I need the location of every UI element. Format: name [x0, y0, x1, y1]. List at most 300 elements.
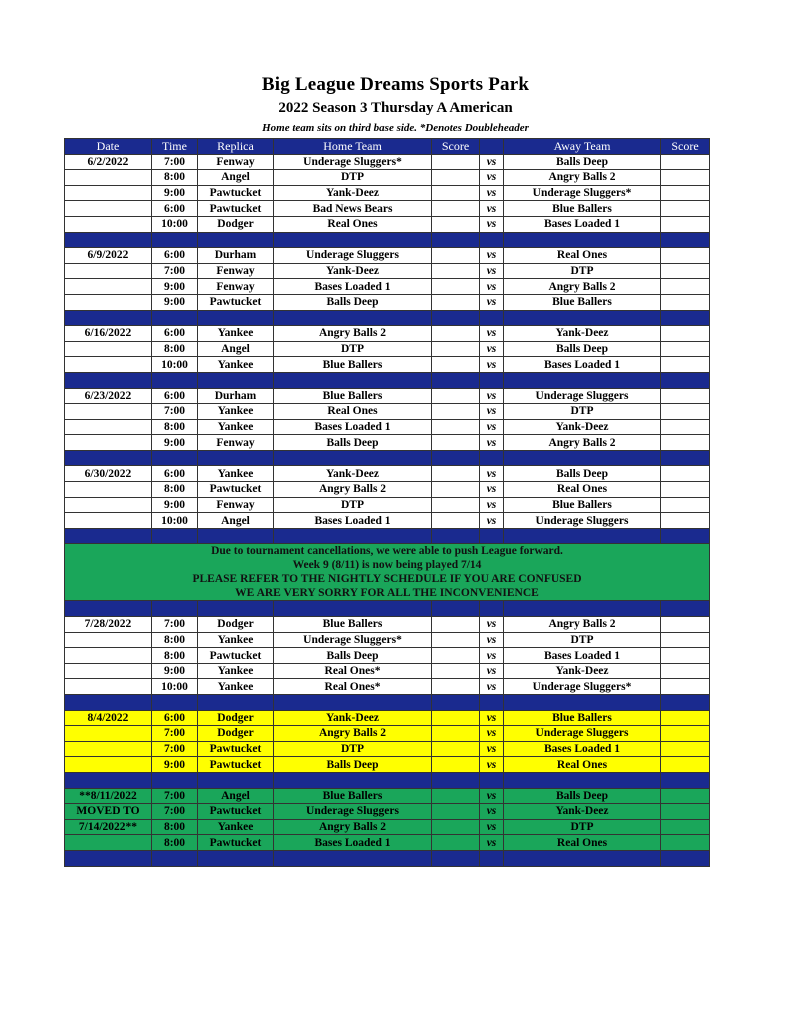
home-score-cell — [432, 617, 480, 633]
separator-cell — [65, 601, 152, 617]
game-row — [65, 154, 710, 170]
vs-cell: vs — [480, 185, 504, 201]
separator-row — [65, 528, 710, 544]
away-score-cell — [661, 663, 710, 679]
time-cell: 8:00 — [152, 835, 198, 851]
home-team-cell: Blue Ballers — [274, 788, 432, 804]
separator-cell — [432, 372, 480, 388]
game-row — [65, 835, 710, 851]
time-cell: 9:00 — [152, 497, 198, 513]
away-team-cell: Bases Loaded 1 — [504, 216, 661, 232]
vs-cell: vs — [480, 170, 504, 186]
game-row — [65, 185, 710, 201]
vs-cell: vs — [480, 679, 504, 695]
date-cell — [65, 341, 152, 357]
away-score-cell — [661, 726, 710, 742]
separator-row — [65, 850, 710, 866]
date-cell: 6/23/2022 — [65, 388, 152, 404]
game-row — [65, 279, 710, 295]
date-cell — [65, 201, 152, 217]
away-team-cell: Underage Sluggers — [504, 513, 661, 529]
replica-field-cell: Yankee — [198, 326, 274, 342]
separator-cell — [274, 695, 432, 711]
game-row — [65, 419, 710, 435]
game-row — [65, 388, 710, 404]
separator-cell — [661, 232, 710, 248]
away-score-cell — [661, 154, 710, 170]
date-cell — [65, 482, 152, 498]
time-cell: 9:00 — [152, 279, 198, 295]
game-row — [65, 757, 710, 773]
col-header-time: Time — [152, 139, 198, 155]
separator-row — [65, 310, 710, 326]
date-cell: 8/4/2022 — [65, 710, 152, 726]
away-score-cell — [661, 804, 710, 820]
away-score-cell — [661, 617, 710, 633]
away-score-cell — [661, 248, 710, 264]
replica-field-cell: Pawtucket — [198, 741, 274, 757]
home-team-cell: Bases Loaded 1 — [274, 419, 432, 435]
home-score-cell — [432, 710, 480, 726]
vs-cell: vs — [480, 663, 504, 679]
home-score-cell — [432, 185, 480, 201]
home-score-cell — [432, 757, 480, 773]
home-score-cell — [432, 248, 480, 264]
away-team-cell: Angry Balls 2 — [504, 617, 661, 633]
game-row — [65, 710, 710, 726]
vs-cell: vs — [480, 201, 504, 217]
away-score-cell — [661, 357, 710, 373]
separator-cell — [661, 850, 710, 866]
separator-cell — [504, 772, 661, 788]
game-row — [65, 804, 710, 820]
col-header-home-score: Score — [432, 139, 480, 155]
home-team-cell: Angry Balls 2 — [274, 326, 432, 342]
date-cell — [65, 419, 152, 435]
time-cell: 6:00 — [152, 466, 198, 482]
separator-cell — [274, 310, 432, 326]
time-cell: 7:00 — [152, 263, 198, 279]
home-team-cell: Yank-Deez — [274, 710, 432, 726]
separator-cell — [661, 528, 710, 544]
game-row — [65, 632, 710, 648]
date-cell — [65, 435, 152, 451]
home-score-cell — [432, 482, 480, 498]
date-cell — [65, 404, 152, 420]
separator-cell — [504, 850, 661, 866]
date-cell: MOVED TO — [65, 804, 152, 820]
replica-field-cell: Durham — [198, 248, 274, 264]
date-cell: 7/28/2022 — [65, 617, 152, 633]
time-cell: 9:00 — [152, 185, 198, 201]
replica-field-cell: Angel — [198, 513, 274, 529]
notice-line: PLEASE REFER TO THE NIGHTLY SCHEDULE IF YOU ARE CONFUSED — [192, 573, 582, 586]
separator-cell — [432, 772, 480, 788]
game-row — [65, 663, 710, 679]
date-cell — [65, 263, 152, 279]
time-cell: 10:00 — [152, 216, 198, 232]
home-score-cell — [432, 435, 480, 451]
home-team-cell: Real Ones* — [274, 663, 432, 679]
home-team-cell: DTP — [274, 497, 432, 513]
home-score-cell — [432, 201, 480, 217]
game-row — [65, 341, 710, 357]
vs-cell: vs — [480, 835, 504, 851]
date-cell — [65, 513, 152, 529]
separator-cell — [661, 601, 710, 617]
separator-cell — [432, 310, 480, 326]
replica-field-cell: Durham — [198, 388, 274, 404]
vs-cell: vs — [480, 216, 504, 232]
date-cell — [65, 170, 152, 186]
away-team-cell: Underage Sluggers* — [504, 679, 661, 695]
replica-field-cell: Fenway — [198, 154, 274, 170]
vs-cell: vs — [480, 804, 504, 820]
away-team-cell: Real Ones — [504, 835, 661, 851]
time-cell: 8:00 — [152, 341, 198, 357]
separator-cell — [432, 450, 480, 466]
away-score-cell — [661, 341, 710, 357]
col-header-away-score: Score — [661, 139, 710, 155]
replica-field-cell: Fenway — [198, 497, 274, 513]
separator-cell — [480, 695, 504, 711]
separator-row — [65, 772, 710, 788]
separator-cell — [504, 695, 661, 711]
separator-cell — [274, 601, 432, 617]
vs-cell: vs — [480, 648, 504, 664]
separator-cell — [432, 232, 480, 248]
home-team-cell: Bases Loaded 1 — [274, 513, 432, 529]
date-cell — [65, 741, 152, 757]
separator-cell — [198, 528, 274, 544]
vs-cell: vs — [480, 757, 504, 773]
vs-cell: vs — [480, 435, 504, 451]
vs-cell: vs — [480, 154, 504, 170]
away-score-cell — [661, 632, 710, 648]
away-score-cell — [661, 294, 710, 310]
replica-field-cell: Pawtucket — [198, 185, 274, 201]
away-score-cell — [661, 679, 710, 695]
home-score-cell — [432, 388, 480, 404]
home-score-cell — [432, 632, 480, 648]
schedule-body — [65, 154, 710, 866]
vs-cell: vs — [480, 248, 504, 264]
time-cell: 9:00 — [152, 663, 198, 679]
separator-cell — [504, 232, 661, 248]
separator-cell — [504, 528, 661, 544]
home-team-cell: Bases Loaded 1 — [274, 279, 432, 295]
date-cell — [65, 726, 152, 742]
vs-cell: vs — [480, 294, 504, 310]
date-cell — [65, 294, 152, 310]
game-row — [65, 648, 710, 664]
game-row — [65, 726, 710, 742]
away-team-cell: Blue Ballers — [504, 201, 661, 217]
separator-row — [65, 372, 710, 388]
separator-cell — [152, 850, 198, 866]
separator-cell — [432, 601, 480, 617]
separator-row — [65, 695, 710, 711]
vs-cell: vs — [480, 466, 504, 482]
home-team-cell: Angry Balls 2 — [274, 819, 432, 835]
game-row — [65, 466, 710, 482]
replica-field-cell: Pawtucket — [198, 294, 274, 310]
replica-field-cell: Dodger — [198, 216, 274, 232]
time-cell: 6:00 — [152, 201, 198, 217]
replica-field-cell: Dodger — [198, 726, 274, 742]
separator-cell — [480, 310, 504, 326]
home-team-cell: Angry Balls 2 — [274, 726, 432, 742]
separator-cell — [504, 372, 661, 388]
replica-field-cell: Yankee — [198, 357, 274, 373]
away-score-cell — [661, 466, 710, 482]
separator-cell — [274, 232, 432, 248]
away-score-cell — [661, 388, 710, 404]
col-header-date: Date — [65, 139, 152, 155]
home-team-cell: Yank-Deez — [274, 466, 432, 482]
home-team-cell: Balls Deep — [274, 757, 432, 773]
home-team-cell: Bad News Bears — [274, 201, 432, 217]
replica-field-cell: Yankee — [198, 404, 274, 420]
vs-cell: vs — [480, 388, 504, 404]
separator-cell — [661, 772, 710, 788]
home-score-cell — [432, 326, 480, 342]
away-score-cell — [661, 326, 710, 342]
time-cell: 7:00 — [152, 788, 198, 804]
time-cell: 6:00 — [152, 710, 198, 726]
doubleheader-note: Home team sits on third base side. *Denotes Doubleheader — [262, 122, 529, 134]
date-cell — [65, 279, 152, 295]
date-cell: 6/16/2022 — [65, 326, 152, 342]
date-cell — [65, 663, 152, 679]
away-team-cell: Underage Sluggers — [504, 726, 661, 742]
separator-cell — [198, 372, 274, 388]
vs-cell: vs — [480, 710, 504, 726]
separator-row — [65, 601, 710, 617]
home-team-cell: Balls Deep — [274, 435, 432, 451]
home-score-cell — [432, 513, 480, 529]
away-score-cell — [661, 216, 710, 232]
home-team-cell: Real Ones — [274, 404, 432, 420]
away-team-cell: Real Ones — [504, 248, 661, 264]
separator-cell — [65, 528, 152, 544]
away-team-cell: Angry Balls 2 — [504, 435, 661, 451]
away-score-cell — [661, 513, 710, 529]
away-score-cell — [661, 710, 710, 726]
home-team-cell: Underage Sluggers* — [274, 632, 432, 648]
replica-field-cell: Fenway — [198, 279, 274, 295]
away-team-cell: Blue Ballers — [504, 497, 661, 513]
vs-cell: vs — [480, 726, 504, 742]
vs-cell: vs — [480, 819, 504, 835]
vs-cell: vs — [480, 741, 504, 757]
separator-cell — [65, 695, 152, 711]
away-score-cell — [661, 835, 710, 851]
away-score-cell — [661, 263, 710, 279]
game-row — [65, 216, 710, 232]
home-team-cell: DTP — [274, 741, 432, 757]
separator-cell — [432, 695, 480, 711]
away-score-cell — [661, 435, 710, 451]
home-score-cell — [432, 404, 480, 420]
time-cell: 7:00 — [152, 726, 198, 742]
home-team-cell: DTP — [274, 170, 432, 186]
home-team-cell: Yank-Deez — [274, 185, 432, 201]
separator-cell — [274, 372, 432, 388]
game-row — [65, 170, 710, 186]
home-score-cell — [432, 294, 480, 310]
vs-cell: vs — [480, 263, 504, 279]
date-cell: 6/30/2022 — [65, 466, 152, 482]
date-cell: 6/9/2022 — [65, 248, 152, 264]
game-row — [65, 357, 710, 373]
notice-line: WE ARE VERY SORRY FOR ALL THE INCONVENIENCE — [235, 587, 539, 600]
separator-cell — [274, 850, 432, 866]
separator-cell — [198, 601, 274, 617]
separator-cell — [152, 528, 198, 544]
away-score-cell — [661, 185, 710, 201]
replica-field-cell: Pawtucket — [198, 835, 274, 851]
away-team-cell: Angry Balls 2 — [504, 170, 661, 186]
date-cell — [65, 497, 152, 513]
date-cell — [65, 648, 152, 664]
away-team-cell: Yank-Deez — [504, 326, 661, 342]
home-score-cell — [432, 497, 480, 513]
game-row — [65, 819, 710, 835]
replica-field-cell: Angel — [198, 341, 274, 357]
separator-cell — [65, 372, 152, 388]
home-team-cell: Real Ones — [274, 216, 432, 232]
away-team-cell: Yank-Deez — [504, 419, 661, 435]
home-score-cell — [432, 819, 480, 835]
separator-cell — [152, 601, 198, 617]
game-row — [65, 326, 710, 342]
away-score-cell — [661, 757, 710, 773]
home-score-cell — [432, 804, 480, 820]
separator-cell — [274, 450, 432, 466]
separator-cell — [661, 372, 710, 388]
page-subtitle: 2022 Season 3 Thursday A American — [278, 100, 513, 116]
separator-cell — [432, 528, 480, 544]
separator-cell — [661, 695, 710, 711]
separator-cell — [65, 450, 152, 466]
separator-cell — [504, 450, 661, 466]
separator-cell — [480, 850, 504, 866]
vs-cell: vs — [480, 341, 504, 357]
game-row — [65, 788, 710, 804]
separator-row — [65, 232, 710, 248]
time-cell: 8:00 — [152, 419, 198, 435]
vs-cell: vs — [480, 404, 504, 420]
col-header-vs — [480, 139, 504, 155]
replica-field-cell: Fenway — [198, 263, 274, 279]
home-score-cell — [432, 154, 480, 170]
away-team-cell: Angry Balls 2 — [504, 279, 661, 295]
away-team-cell: Bases Loaded 1 — [504, 741, 661, 757]
home-team-cell: Angry Balls 2 — [274, 482, 432, 498]
home-team-cell: Real Ones* — [274, 679, 432, 695]
away-score-cell — [661, 201, 710, 217]
game-row — [65, 482, 710, 498]
home-team-cell: Balls Deep — [274, 648, 432, 664]
home-team-cell: Underage Sluggers — [274, 248, 432, 264]
date-cell — [65, 632, 152, 648]
time-cell: 6:00 — [152, 248, 198, 264]
time-cell: 8:00 — [152, 482, 198, 498]
home-score-cell — [432, 170, 480, 186]
replica-field-cell: Pawtucket — [198, 648, 274, 664]
time-cell: 10:00 — [152, 513, 198, 529]
separator-cell — [152, 232, 198, 248]
time-cell: 6:00 — [152, 326, 198, 342]
away-team-cell: Bases Loaded 1 — [504, 357, 661, 373]
away-team-cell: Yank-Deez — [504, 804, 661, 820]
vs-cell: vs — [480, 357, 504, 373]
time-cell: 8:00 — [152, 632, 198, 648]
away-score-cell — [661, 648, 710, 664]
home-team-cell: Blue Ballers — [274, 357, 432, 373]
home-score-cell — [432, 679, 480, 695]
separator-cell — [198, 450, 274, 466]
notice-line: Week 9 (8/11) is now being played 7/14 — [292, 559, 482, 572]
away-score-cell — [661, 170, 710, 186]
separator-cell — [480, 232, 504, 248]
game-row — [65, 263, 710, 279]
replica-field-cell: Pawtucket — [198, 201, 274, 217]
replica-field-cell: Fenway — [198, 435, 274, 451]
game-row — [65, 741, 710, 757]
replica-field-cell: Yankee — [198, 632, 274, 648]
separator-cell — [198, 695, 274, 711]
notice-line: Due to tournament cancellations, we were able to push League forward. — [211, 545, 563, 558]
col-header-away-team: Away Team — [504, 139, 661, 155]
home-score-cell — [432, 419, 480, 435]
game-row — [65, 294, 710, 310]
time-cell: 10:00 — [152, 679, 198, 695]
separator-cell — [480, 450, 504, 466]
date-cell — [65, 757, 152, 773]
separator-cell — [480, 601, 504, 617]
separator-cell — [198, 850, 274, 866]
away-team-cell: Underage Sluggers* — [504, 185, 661, 201]
away-team-cell: Bases Loaded 1 — [504, 648, 661, 664]
game-row — [65, 497, 710, 513]
date-cell — [65, 185, 152, 201]
date-cell: 6/2/2022 — [65, 154, 152, 170]
home-team-cell: Blue Ballers — [274, 388, 432, 404]
away-score-cell — [661, 497, 710, 513]
away-score-cell — [661, 741, 710, 757]
separator-cell — [504, 310, 661, 326]
replica-field-cell: Yankee — [198, 466, 274, 482]
separator-cell — [65, 310, 152, 326]
home-score-cell — [432, 663, 480, 679]
time-cell: 7:00 — [152, 154, 198, 170]
separator-cell — [152, 772, 198, 788]
time-cell: 7:00 — [152, 617, 198, 633]
away-team-cell: Underage Sluggers — [504, 388, 661, 404]
replica-field-cell: Angel — [198, 170, 274, 186]
separator-cell — [198, 772, 274, 788]
away-team-cell: Blue Ballers — [504, 294, 661, 310]
away-team-cell: DTP — [504, 263, 661, 279]
time-cell: 8:00 — [152, 648, 198, 664]
col-header-replica: Replica — [198, 139, 274, 155]
home-score-cell — [432, 341, 480, 357]
away-score-cell — [661, 788, 710, 804]
home-team-cell: Balls Deep — [274, 294, 432, 310]
away-team-cell: Balls Deep — [504, 341, 661, 357]
